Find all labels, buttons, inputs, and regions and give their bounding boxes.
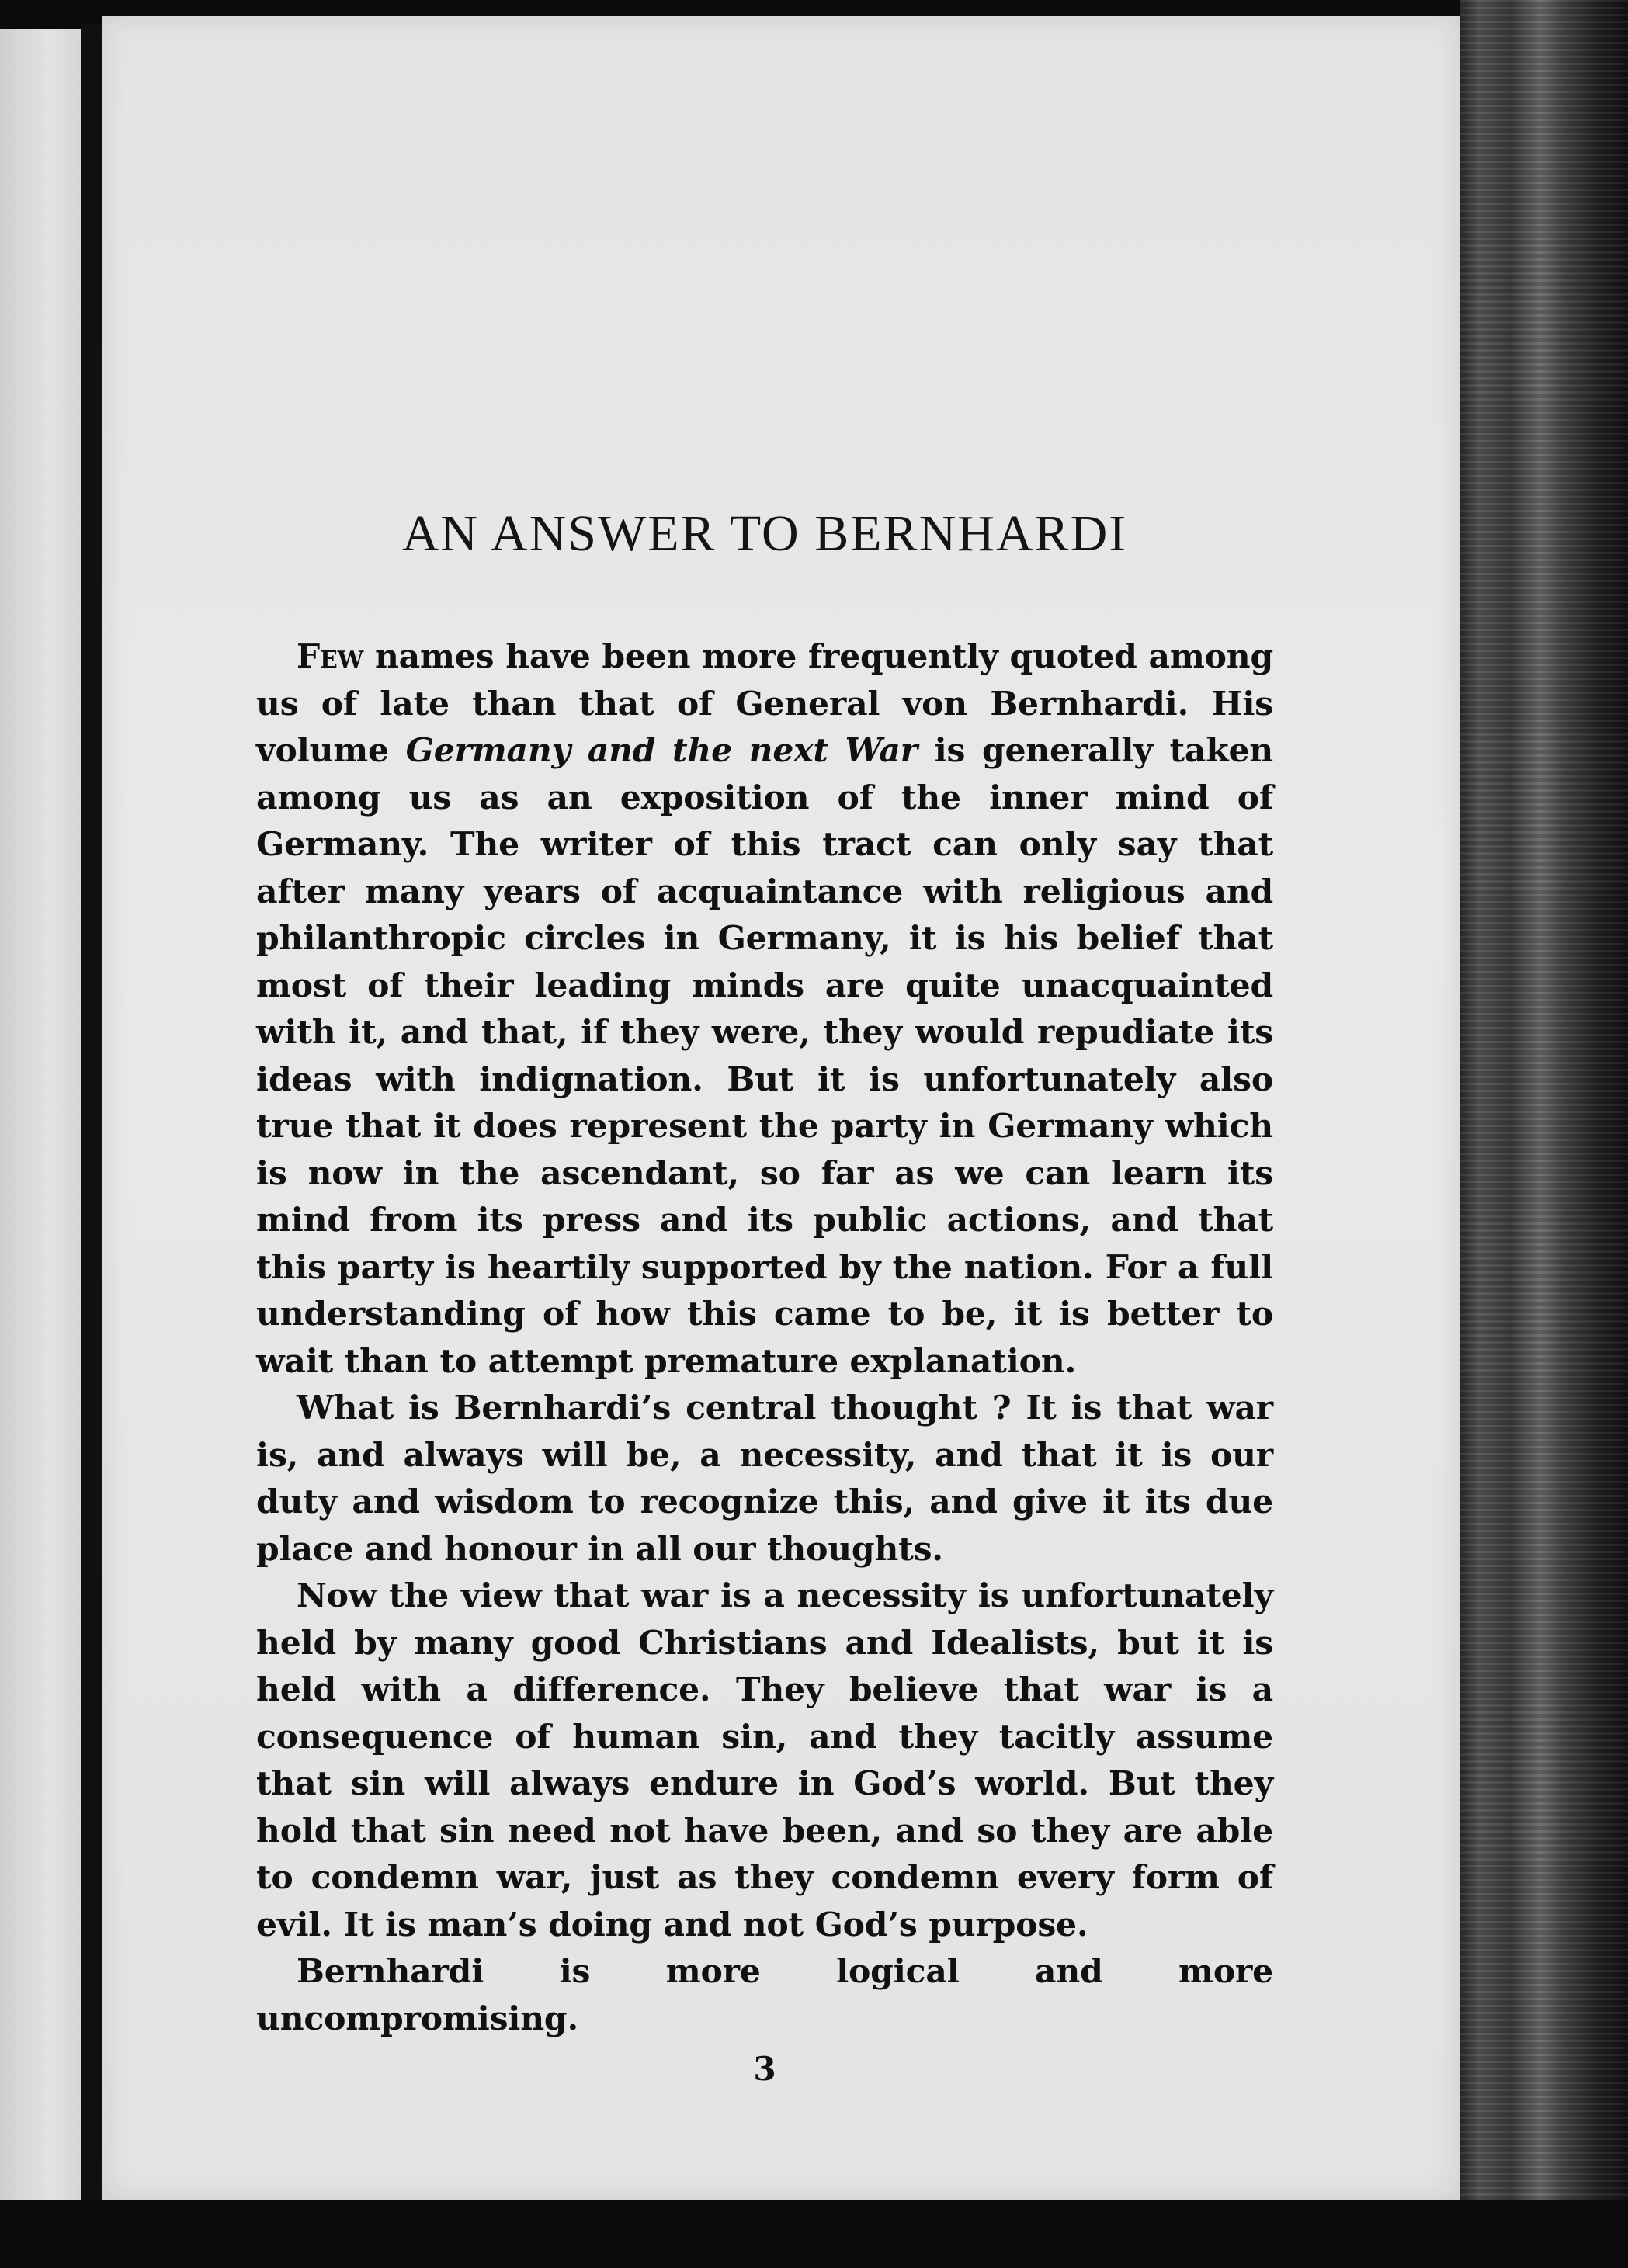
bottom-margin xyxy=(0,2200,1628,2268)
book-edge xyxy=(1460,0,1628,2268)
gutter xyxy=(81,23,102,2204)
paragraph-4: Bernhardi is more logical and more uncompromising. xyxy=(256,1952,1273,2038)
paragraph-2: What is Bernhardi’s central thought ? It is that war is, and always will be, a necessity, and that it is our duty and wisdom to recognize this, and give it its due place and honour in all our thoughts. xyxy=(256,1389,1273,1569)
paragraph-text: is generally taken among us as an exposition of the inner mind of Germany. The writer of this tract can only say that after many years of acquaintance with religious and philanthropic circles in Germany, it is his belief that most of their leading minds are quite unacquainted with it, and that, if they were, they would repudiate its ideas with indignation. But it is unfortunately also true that it does represent the party in Germany which is now in the ascendant, so far as we can learn its mind from its press and its public actions, and that this party is heartily supported by the nation. For a full understanding of how this came to be, it is better to wait than to attempt premature explanation. xyxy=(256,731,1274,1381)
text-block xyxy=(256,505,1274,2088)
paragraph-lead: Few xyxy=(297,637,364,676)
paragraph-1 xyxy=(256,633,1273,1385)
page-number: 3 xyxy=(753,2050,776,2088)
book-title: Germany and the next War xyxy=(405,731,918,770)
paragraph-3: Now the view that war is a necessity is unfortunately held by many good Christians and Idealists, but it is held with a difference. They believe that war is a consequence of human sin, and they tacitly assume that sin will always endure in God’s world. But they hold that sin need not have been, and so they are able to condemn war, just as they condemn every form of evil. It is man’s doing and not God’s purpose. xyxy=(256,1576,1273,1944)
facing-page-edge xyxy=(0,29,82,2203)
paragraph-text: names have been more frequently quoted among us of late than that of General von Bernhardi. His volume xyxy=(256,637,1273,770)
page-title: AN ANSWER TO BERNHARDI xyxy=(401,505,1128,562)
